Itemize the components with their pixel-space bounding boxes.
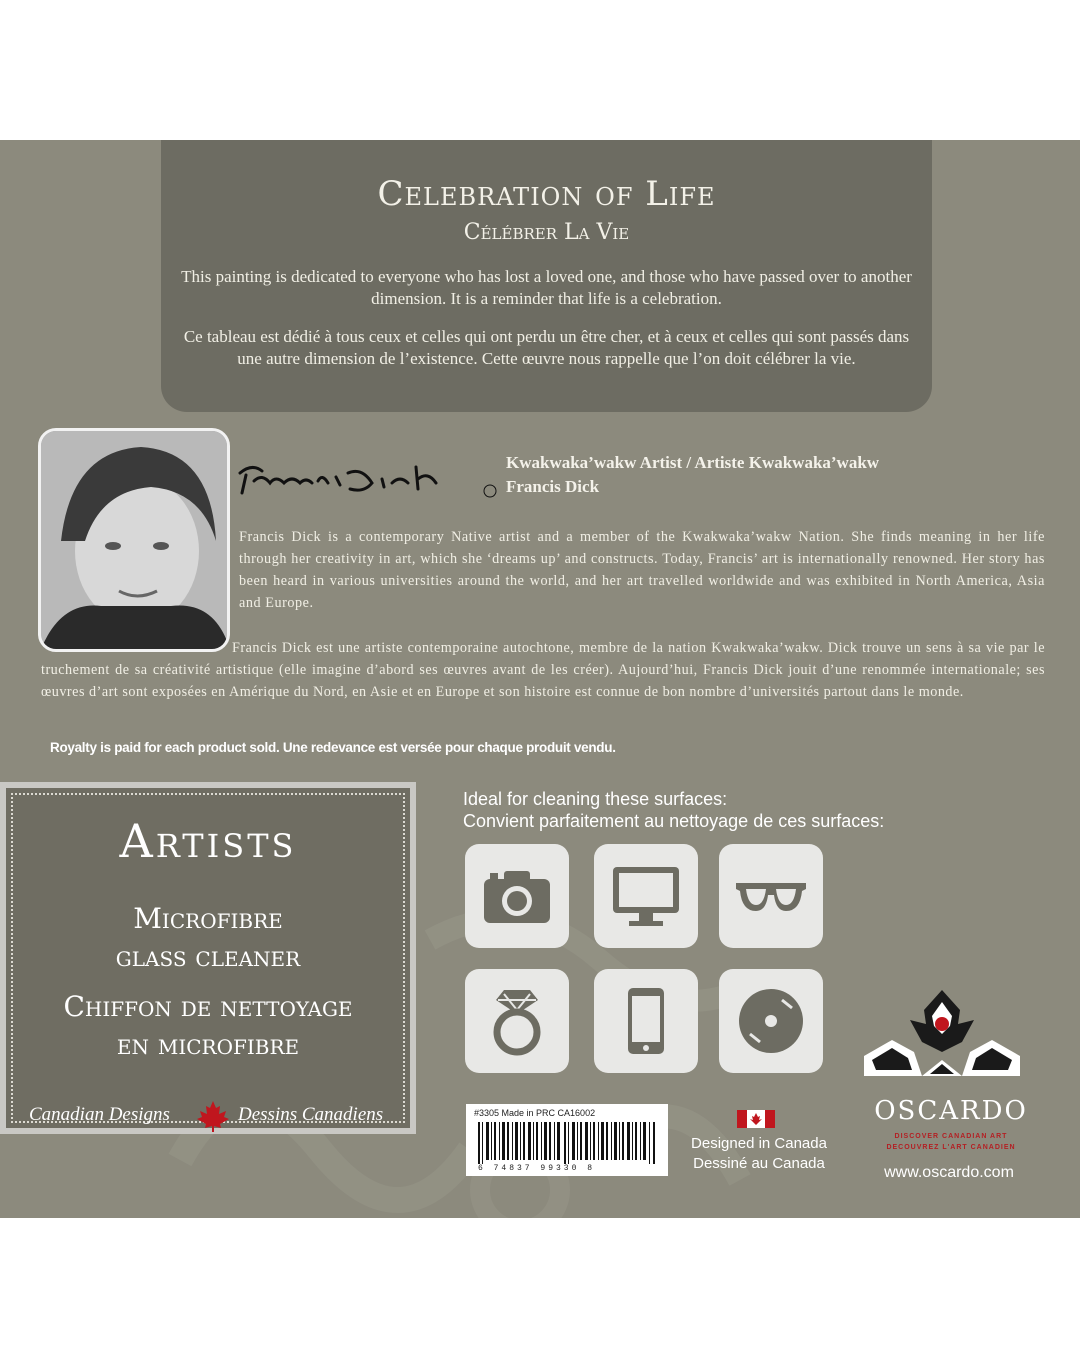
artwork-subtitle: Célébrer La Vie <box>463 220 630 245</box>
monitor-icon <box>611 861 681 931</box>
product-name-fr-line1: Chiffon de nettoyage <box>63 990 353 1023</box>
artist-bio-en: Francis Dick is a contemporary Native artist and a member of the Kwakwaka’wakw Nation. She finds meaning in her life through her creativity in art, which she ‘dreams up’ and constructs. Today, Francis’ art is internationally renowned. Her story has been heard in various universities around the world, and her art travelled worldwide and was exhibited in North America, Asia and Europe. <box>239 529 1045 611</box>
product-name-en-line1: Microfibre <box>133 902 283 935</box>
canadian-designs-fr: Dessins Canadiens <box>238 1104 384 1125</box>
brand-title: Artists <box>119 814 297 868</box>
surfaces-heading-en: Ideal for cleaning these surfaces: <box>463 789 728 809</box>
product-label-box <box>0 782 416 1134</box>
designed-in-canada-fr: Dessiné au Canada <box>693 1155 825 1172</box>
brand-tagline-en: DISCOVER CANADIAN ART <box>894 1133 1008 1140</box>
artist-photo <box>38 428 230 652</box>
artwork-title: Celebration of Life <box>377 174 716 214</box>
barcode-label <box>466 1104 668 1176</box>
product-card <box>0 140 1080 1218</box>
brand-url[interactable]: www.oscardo.com <box>884 1164 1014 1181</box>
phone-icon <box>611 986 681 1056</box>
surfaces-heading-fr: Convient parfaitement au nettoyage de ces surfaces: <box>463 811 885 831</box>
title-panel <box>161 140 932 412</box>
brand-name: OSCARDO <box>874 1096 1028 1126</box>
designed-in-canada <box>676 1134 842 1174</box>
designed-in-canada-en: Designed in Canada <box>691 1135 827 1152</box>
surface-tile-ring <box>465 969 569 1073</box>
description-en: This painting is dedicated to everyone who has lost a loved one, and those who have passed over to another dimension. It is a reminder that life is a celebration. <box>181 267 912 308</box>
barcode-info: #3305 Made in PRC CA16002 <box>474 1108 596 1118</box>
barcode-bars <box>478 1122 656 1164</box>
description-fr: Ce tableau est dédié à tous ceux et celles qui ont perdu un être cher, et à ceux et celles qui sont passés dans une autre dimension de l’existence. Cette œuvre nous rappelle que l’on doit célébrer la vie. <box>183 327 910 368</box>
canadian-designs-en: Canadian Designs <box>29 1104 170 1125</box>
oscardo-logo-icon <box>862 990 1022 1110</box>
artist-signature <box>232 453 502 503</box>
product-name-en <box>0 900 416 976</box>
surface-tile-phone <box>594 969 698 1073</box>
maple-leaf-icon <box>196 1100 230 1132</box>
artist-name: Francis Dick <box>506 477 600 496</box>
disc-icon <box>736 986 806 1056</box>
surface-tile-monitor <box>594 844 698 948</box>
product-name-fr-line2: en microfibre <box>116 1028 300 1061</box>
surface-tile-sunglasses <box>719 844 823 948</box>
camera-icon <box>482 861 552 931</box>
ring-icon <box>482 986 552 1056</box>
artist-role: Kwakwaka’wakw Artist / Artiste Kwakwaka’wakw <box>506 453 880 472</box>
product-name-en-line2: glass cleaner <box>115 940 301 973</box>
artist-bio-fr: Francis Dick est une artiste contemporaine autochtone, membre de la nation Kwakwaka’wakw. Dick trouve un sens à sa vie par le truchement de sa créativité artistique (elle imagine d’abord ses œuvres avant de les créer). Aujourd’hui, Francis Dick jouit d’une renommée internationale; ses œuvres d’art sont exposées en Amérique du Nord, en Asie et en Europe et son histoire est connue de bon nombre d’universités partout dans le monde. <box>41 640 1045 700</box>
barcode-number: 6 74837 99330 8 <box>478 1164 596 1173</box>
product-name-fr <box>0 988 416 1064</box>
surface-tile-disc <box>719 969 823 1073</box>
surfaces-heading <box>463 788 884 832</box>
brand-tagline-fr: DECOUVREZ L'ART CANADIEN <box>886 1144 1016 1151</box>
canada-flag-icon <box>737 1110 775 1128</box>
sunglasses-icon <box>736 861 806 931</box>
surface-tile-camera <box>465 844 569 948</box>
royalty-notice: Royalty is paid for each product sold. Une redevance est versée pour chaque produit vendu. <box>50 740 616 755</box>
